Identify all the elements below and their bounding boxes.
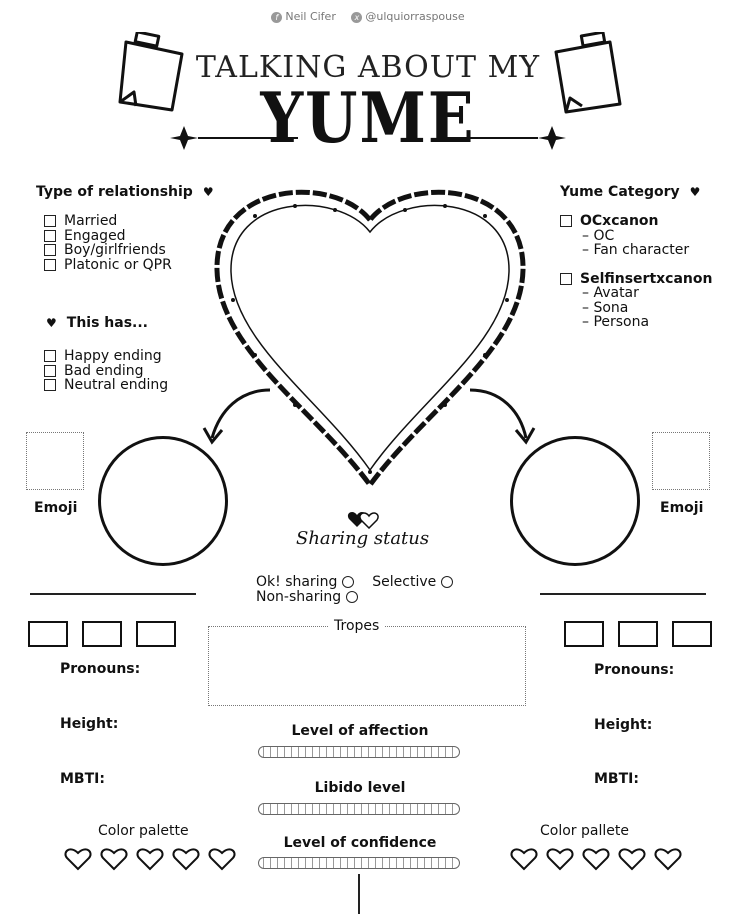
- yume-category-section: [560, 184, 712, 330]
- mbti-label-right: MBTI:: [594, 771, 639, 787]
- square-box[interactable]: [564, 621, 604, 647]
- group-label: Selfinsertxcanon: [580, 270, 713, 287]
- x-icon: x: [351, 12, 362, 23]
- credit-handle: @ulquiorraspouse: [365, 10, 465, 23]
- option-label: Platonic or QPR: [64, 256, 172, 273]
- center-line: [358, 874, 360, 914]
- checkbox-neutral[interactable]: [44, 379, 56, 391]
- divider-line: [30, 593, 196, 595]
- title-top: TALKING ABOUT MY: [195, 50, 541, 85]
- heart-icon[interactable]: [172, 847, 200, 871]
- diamond-divider: [170, 124, 566, 152]
- heart-icon[interactable]: [510, 847, 538, 871]
- relationship-heading: Type of relationship: [36, 184, 193, 200]
- confidence-bar[interactable]: [258, 857, 460, 869]
- diamond-icon: [170, 126, 198, 150]
- box-row-right: [564, 621, 712, 647]
- heart-icon[interactable]: [582, 847, 610, 871]
- emoji-box-left[interactable]: [26, 432, 84, 490]
- option-label: Neutral ending: [64, 377, 169, 393]
- square-box[interactable]: [672, 621, 712, 647]
- sharing-ok-label: Ok! sharing: [256, 574, 338, 590]
- affection-bar[interactable]: [258, 746, 460, 758]
- arrow-icon: [460, 380, 540, 450]
- option-label: Engaged: [64, 227, 126, 244]
- square-box[interactable]: [82, 621, 122, 647]
- heart-icon: ♥: [202, 185, 214, 199]
- sub-item: – Sona: [582, 299, 629, 316]
- credits: [0, 10, 736, 23]
- square-box[interactable]: [136, 621, 176, 647]
- palette-hearts-right: [510, 847, 682, 871]
- box-row-left: [28, 621, 176, 647]
- group-label: OCxcanon: [580, 213, 659, 229]
- heart-icon[interactable]: [654, 847, 682, 871]
- portrait-circle-left[interactable]: [98, 436, 228, 566]
- checkbox-boygirlfriends[interactable]: [44, 244, 56, 256]
- radio-ok[interactable]: [342, 576, 354, 588]
- checkbox-platonic[interactable]: [44, 259, 56, 271]
- heart-icon[interactable]: [100, 847, 128, 871]
- heart-icon: ♥: [689, 185, 701, 199]
- divider-line: [540, 593, 706, 595]
- option-label: Happy ending: [64, 348, 162, 364]
- checkbox-happy[interactable]: [44, 350, 56, 362]
- palette-label-left: Color palette: [98, 823, 189, 839]
- pronouns-label-left: Pronouns:: [60, 661, 141, 677]
- checkbox-selfinsert[interactable]: [560, 273, 572, 285]
- relationship-section: [36, 184, 214, 272]
- facebook-icon: f: [271, 12, 282, 23]
- libido-bar[interactable]: [258, 803, 460, 815]
- portrait-circle-right[interactable]: [510, 436, 640, 566]
- square-box[interactable]: [28, 621, 68, 647]
- hearts-icon: [347, 511, 381, 529]
- sharing-non-label: Non-sharing: [256, 589, 342, 605]
- heart-icon[interactable]: [208, 847, 236, 871]
- affection-label: Level of affection: [291, 723, 429, 739]
- mbti-label-left: MBTI:: [60, 771, 105, 787]
- option-label: Boy/girlfriends: [64, 242, 166, 258]
- heart-frame: [195, 180, 545, 500]
- sub-item: – Persona: [582, 314, 650, 330]
- sub-item: – Avatar: [582, 285, 639, 301]
- square-box[interactable]: [618, 621, 658, 647]
- heart-icon[interactable]: [64, 847, 92, 871]
- libido-label: Libido level: [314, 780, 406, 796]
- checkbox-engaged[interactable]: [44, 230, 56, 242]
- diamond-icon: [538, 126, 566, 150]
- arrow-icon: [200, 380, 280, 450]
- tropes-label: Tropes: [328, 618, 385, 634]
- yume-category-heading: Yume Category: [560, 184, 680, 200]
- emoji-label-right: Emoji: [660, 500, 704, 516]
- option-label: Bad ending: [64, 362, 144, 379]
- checkbox-married[interactable]: [44, 215, 56, 227]
- option-label: Married: [64, 213, 118, 229]
- radio-selective[interactable]: [441, 576, 453, 588]
- radio-non[interactable]: [346, 591, 358, 603]
- heart-icon: ♥: [46, 316, 57, 330]
- confidence-label: Level of confidence: [283, 835, 437, 851]
- this-has-heading: This has...: [66, 315, 148, 331]
- palette-label-right: Color pallete: [540, 823, 629, 839]
- heart-icon[interactable]: [546, 847, 574, 871]
- title-main: YUME: [260, 78, 476, 160]
- emoji-label-left: Emoji: [34, 500, 78, 516]
- pronouns-label-right: Pronouns:: [594, 662, 675, 678]
- sub-item: – Fan character: [582, 242, 690, 258]
- tropes-box[interactable]: [208, 626, 526, 706]
- heart-icon[interactable]: [136, 847, 164, 871]
- sharing-selective-label: Selective: [372, 574, 437, 590]
- emoji-box-right[interactable]: [652, 432, 710, 490]
- checkbox-bad[interactable]: [44, 365, 56, 377]
- sharing-title: Sharing status: [296, 528, 430, 549]
- credit-author: Neil Cifer: [285, 10, 336, 23]
- sharing-options: [256, 575, 453, 605]
- palette-hearts-left: [64, 847, 236, 871]
- height-label-left: Height:: [60, 716, 119, 732]
- sub-item: – OC: [582, 227, 615, 244]
- height-label-right: Height:: [594, 717, 653, 733]
- checkbox-ocxcanon[interactable]: [560, 215, 572, 227]
- this-has-section: [46, 315, 168, 393]
- heart-icon[interactable]: [618, 847, 646, 871]
